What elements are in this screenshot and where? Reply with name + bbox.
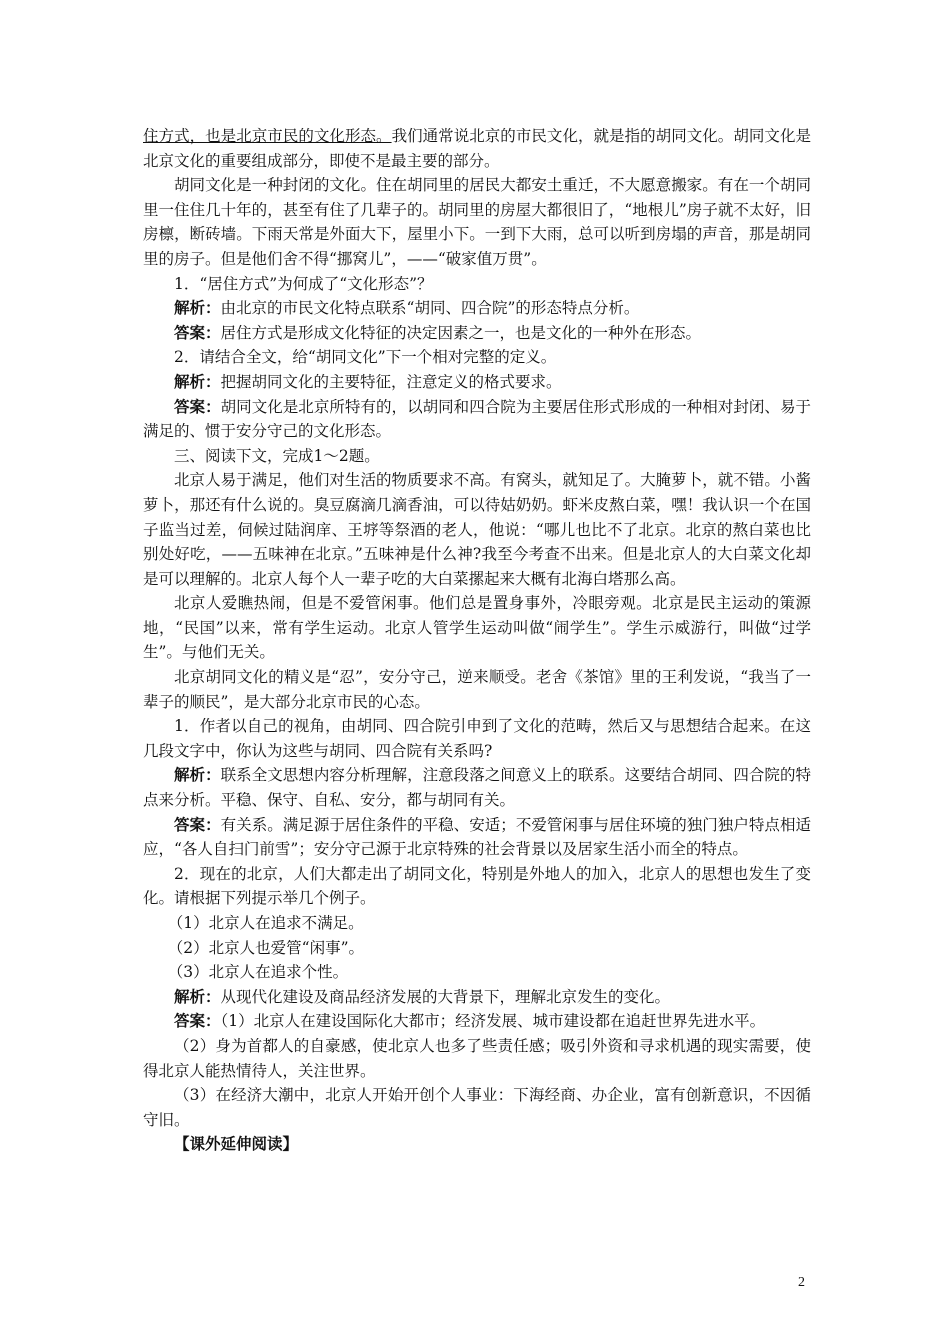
analysis-2-1: 解析：由北京的市民文化特点联系“胡同、四合院”的形态特点分析。 — [174, 298, 640, 318]
page-number: 2 — [798, 1275, 805, 1290]
answer-2-2: 答案：胡同文化是北京所特有的，以胡同和四合院为主要居住形式形成的一种相对封闭、易于满足的、惯于安分守己的文化形态。 — [143, 396, 811, 441]
answer-3-2-part-2: （2）身为首都人的自豪感，使北京人也多了些责任感；吸引外资和寻求机遇的现实需要，使得北京人能热情待人，关注世界。 — [143, 1036, 811, 1080]
passage-paragraph-1: 北京人易于满足，他们对生活的物质要求不高。有窝头，就知足了。大腌萝卜，就不错。小酱萝卜，那还有什么说的。臭豆腐滴几滴香油，可以待姑奶奶。虾米皮熬白菜，嘿！我认识一个在国子监当过差，伺候过陆润庠、王垿等祭酒的老人，他说：“哪儿也比不了北京。北京的熬白菜也比别处好吃，——五味神在北京。”五味神是什么神?我至今考查不出来。但是北京人的大白菜文化却是可以理解的。北京人每个人一辈子吃的大白菜摞起来大概有北海白塔那么高。 — [143, 471, 811, 588]
question-3-1: 1．作者以自己的视角，由胡同、四合院引申到了文化的范畴，然后又与思想结合起来。在这几段文字中，你认为这些与胡同、四合院有关系吗? — [143, 717, 811, 760]
extension-reading-heading: 【课外延伸阅读】 — [174, 1134, 299, 1154]
answer-3-2-part-3: （3）在经济大潮中，北京人开始开创个人事业：下海经商、办企业，富有创新意识，不因循守旧。 — [143, 1086, 811, 1129]
page-content — [143, 124, 811, 1157]
analysis-2-2: 解析：把握胡同文化的主要特征，注意定义的格式要求。 — [174, 371, 562, 391]
hint-2: （2）北京人也爱管“闲事”。 — [167, 938, 365, 957]
section-3-heading: 三、阅读下文，完成1～2题。 — [174, 446, 380, 465]
underlined-phrase: 住方式，也是北京市民的文化形态。 — [143, 127, 392, 145]
hint-3: （3）北京人在追求个性。 — [167, 963, 349, 982]
question-2-2: 2．请结合全文，给“胡同文化”下一个相对完整的定义。 — [174, 348, 557, 367]
hint-1: （1）北京人在追求不满足。 — [167, 914, 364, 932]
hutong-paragraph: 胡同文化是一种封闭的文化。住在胡同里的居民大都安土重迁，不大愿意搬家。有在一个胡同里一住住几十年的，甚至有住了几辈子的。胡同里的房屋大都很旧了，“地根儿”房子就不太好，旧房檩，断砖墙。下雨天常是外面大下，屋里小下。一到下大雨，总可以听到房塌的声音，那是胡同里的房子。但是他们舍不得“挪窝儿”，——“破家值万贯”。 — [143, 176, 811, 268]
answer-3-2: 答案：（1）北京人在建设国际化大都市；经济发展、城市建设都在追赶世界先进水平。 — [174, 1011, 766, 1031]
question-2-1: 1．“居住方式”为何成了“文化形态”？ — [174, 274, 433, 293]
passage-paragraph-2: 北京人爱瞧热闹，但是不爱管闲事。他们总是置身事外，冷眼旁观。北京是民主运动的策源地，“民国”以来，常有学生运动。北京人管学生运动叫做“闹学生”。学生示威游行，叫做“过学生”。与他们无关。 — [143, 594, 811, 662]
intro-paragraph: 住方式，也是北京市民的文化形态。我们通常说北京的市民文化，就是指的胡同文化。胡同文化是北京文化的重要组成部分，即使不是最主要的部分。 — [143, 127, 811, 170]
question-3-2: 2．现在的北京，人们大都走出了胡同文化，特别是外地人的加入，北京人的思想也发生了变化。请根据下列提示举几个例子。 — [143, 864, 811, 908]
answer-3-1: 答案：有关系。满足源于居住条件的平稳、安适；不爱管闲事与居住环境的独门独户特点相适应，“各人自扫门前雪”；安分守己源于北京特殊的社会背景以及居家生活小而全的特点。 — [143, 814, 811, 859]
analysis-3-2: 解析：从现代化建设及商品经济发展的大背景下，理解北京发生的变化。 — [174, 986, 671, 1006]
answer-2-1: 答案：居住方式是形成文化特征的决定因素之一，也是文化的一种外在形态。 — [174, 322, 702, 342]
analysis-3-1: 解析：联系全文思想内容分析理解，注意段落之间意义上的联系。这要结合胡同、四合院的特点来分析。平稳、保守、自私、安分，都与胡同有关。 — [143, 765, 811, 810]
passage-paragraph-3: 北京胡同文化的精义是“忍”，安分守己，逆来顺受。老舍《茶馆》里的王利发说，“我当了一辈子的顺民”，是大部分北京市民的心态。 — [143, 668, 811, 711]
